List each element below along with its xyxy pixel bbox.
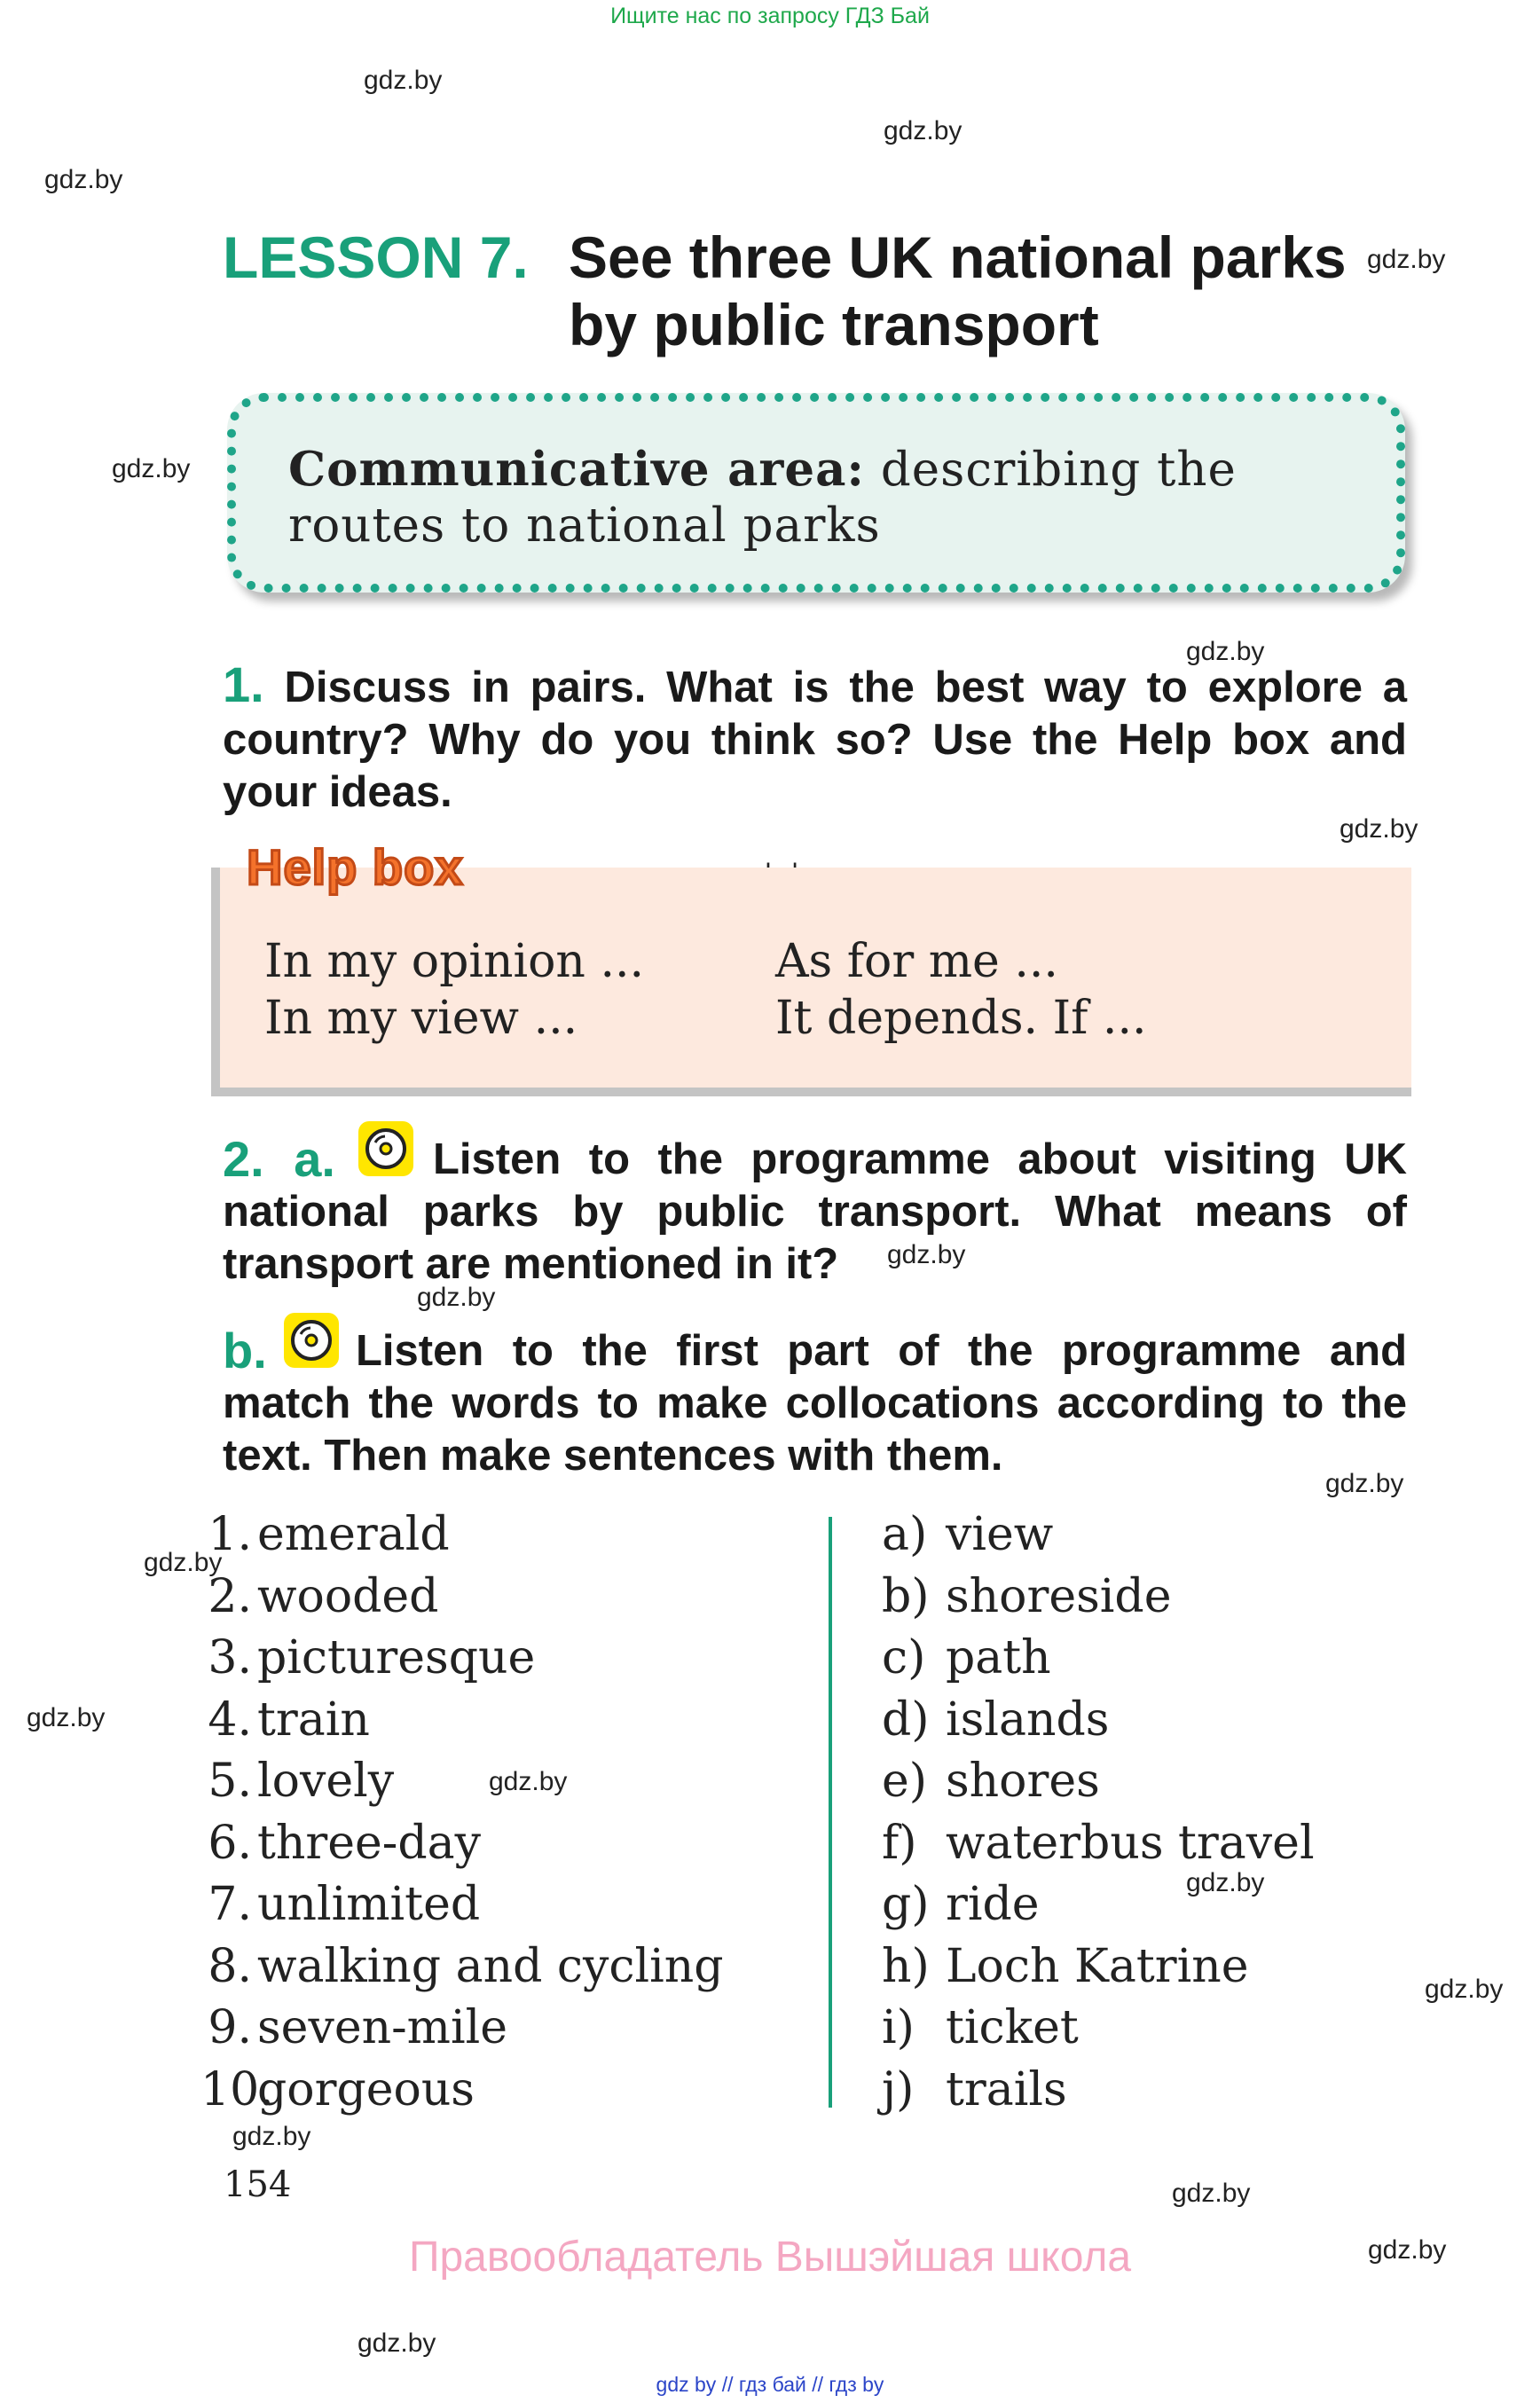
watermark: gdz.by	[1368, 2235, 1447, 2265]
left-word: 2. wooded	[208, 1570, 439, 1623]
watermark: gdz.by	[417, 1283, 496, 1312]
task-2-num: 2.	[223, 1131, 264, 1187]
task-2a-letter: a.	[294, 1131, 335, 1187]
watermark: gdz.by	[232, 2122, 311, 2151]
watermark: gdz.by	[1325, 1469, 1404, 1498]
footer-links[interactable]: gdz by // гдз бай // гдз by	[656, 2373, 884, 2396]
left-word: 4. train	[208, 1693, 370, 1747]
left-word: 8. walking and cycling	[208, 1940, 724, 1993]
task-2a-text: Listen to the programme about visiting UK national parks by public transport. What means of transport are mentioned in it?	[223, 1135, 1407, 1288]
top-search-hint[interactable]: Ищите нас по запросу ГДЗ Бай	[610, 4, 930, 28]
page-number: 154	[224, 2164, 292, 2205]
watermark: gdz.by	[1186, 637, 1265, 666]
help-phrase: As for me ...	[775, 935, 1058, 988]
right-word: b) shoreside	[882, 1570, 1172, 1623]
lesson-label: LESSON 7.	[223, 224, 529, 290]
right-word: a) view	[882, 1508, 1054, 1561]
help-phrase: In my opinion ...	[264, 935, 645, 988]
rights-holder: Правообладатель Вышэйшая школа	[408, 2234, 1132, 2281]
help-phrase: In my view ...	[264, 992, 578, 1045]
task-2b-text: Listen to the first part of the programme and match the words to make collocations according to the text. Then make sentences with them.	[223, 1327, 1407, 1480]
left-word: 1. emerald	[208, 1508, 450, 1561]
right-word: e) shores	[882, 1755, 1100, 1808]
watermark: gdz.by	[1186, 1868, 1265, 1897]
lesson-title-line1: See three UK national parks	[569, 224, 1347, 290]
right-word: f) waterbus travel	[882, 1817, 1315, 1870]
left-word: 10.gorgeous	[200, 2063, 475, 2116]
right-word: g) ride	[882, 1878, 1040, 1931]
lesson-title	[569, 224, 1367, 358]
communicative-area-description: describing the routes to national parks	[288, 443, 1237, 553]
watermark: gdz.by	[144, 1548, 223, 1577]
help-phrase: It depends. If ...	[775, 992, 1147, 1045]
left-word: 9. seven-mile	[208, 2001, 508, 2054]
left-word: 3. picturesque	[208, 1631, 536, 1684]
watermark: gdz.by	[1425, 1975, 1504, 2004]
watermark: gdz.by	[112, 454, 191, 483]
right-word: h) Loch Katrine	[882, 1940, 1249, 1993]
watermark: gdz.by	[887, 1240, 966, 1269]
left-word: 6. three-day	[208, 1817, 482, 1870]
watermark: gdz.by	[489, 1767, 568, 1796]
watermark: gdz.by	[1172, 2179, 1251, 2208]
task-1-number: 1.	[223, 656, 264, 712]
right-word: d) islands	[882, 1693, 1110, 1747]
task-2b-letter: b.	[223, 1323, 267, 1378]
communicative-area-label: Communicative area:	[288, 442, 865, 497]
task-1	[223, 658, 1407, 819]
right-word: c) path	[882, 1631, 1051, 1684]
communicative-area-text	[288, 442, 1388, 554]
watermark: gdz.by	[27, 1703, 106, 1732]
right-word: j) trails	[882, 2063, 1067, 2116]
left-word: 5. lovely	[208, 1755, 395, 1808]
watermark: gdz.by	[1340, 814, 1418, 844]
watermark: gdz.by	[364, 66, 443, 95]
help-box-title: Help box	[247, 839, 464, 895]
right-word: i) ticket	[882, 2001, 1079, 2054]
task-1-text: Discuss in pairs. What is the best way to explore a country? Why do you think so? Use the Help box and your ideas.	[223, 664, 1407, 816]
column-divider	[829, 1517, 832, 2108]
watermark: gdz.by	[1367, 245, 1446, 274]
lesson-title-line2: by public transport	[569, 292, 1099, 357]
watermark: gdz.by	[358, 2328, 436, 2358]
left-word: 7. unlimited	[208, 1878, 481, 1931]
watermark: gdz.by	[884, 116, 962, 145]
watermark: gdz.by	[44, 165, 123, 194]
